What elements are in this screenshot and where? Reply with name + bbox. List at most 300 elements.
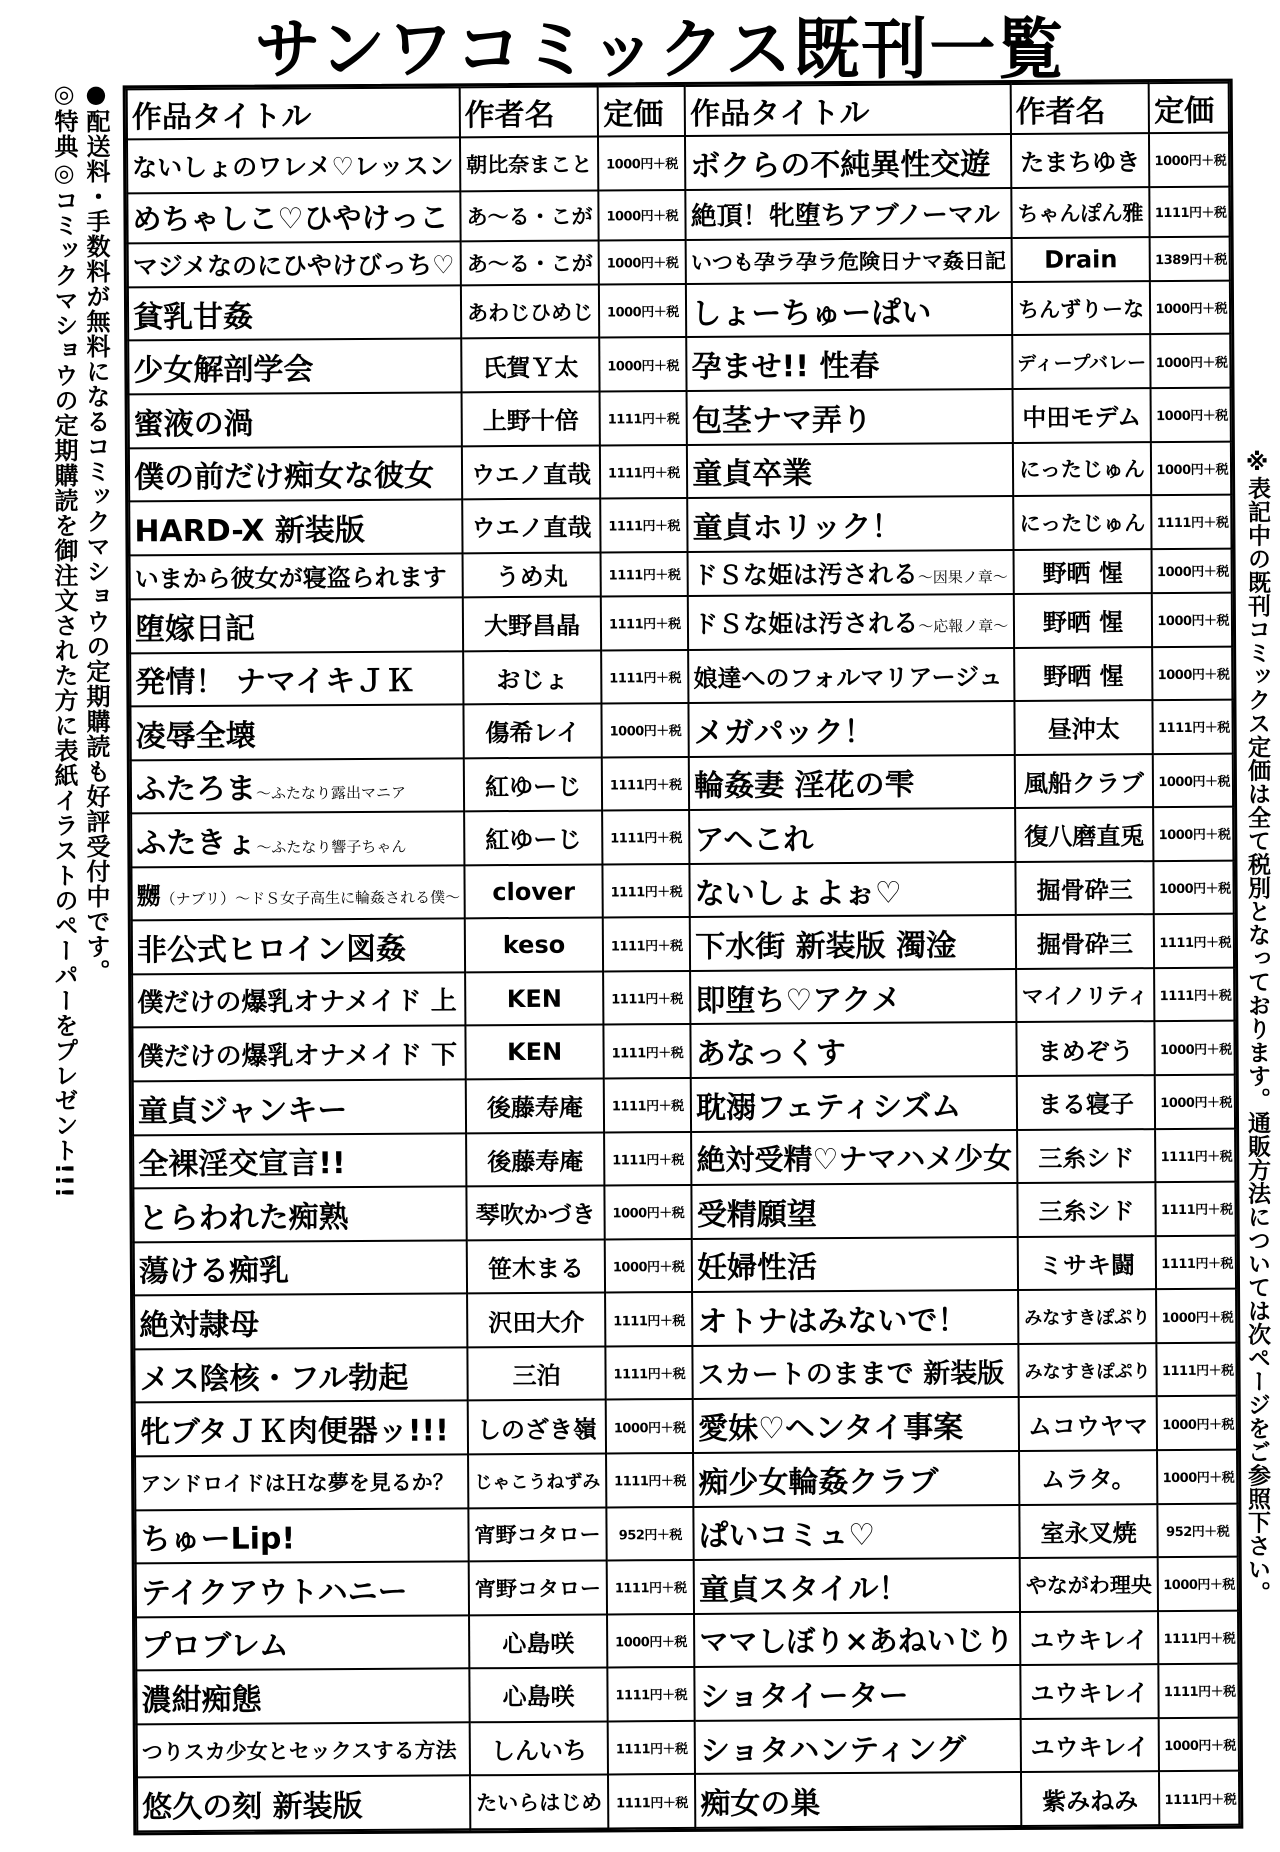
comic-price-right: 1111円＋税 — [1156, 1182, 1236, 1236]
comic-price-left: 1000円＋税 — [598, 136, 685, 190]
comic-author-right: ディープバレー — [1012, 335, 1151, 389]
comic-title-right — [685, 134, 1011, 190]
comic-author-right: 風船クラブ — [1015, 754, 1154, 808]
comic-price-left: 1000円＋税 — [600, 337, 687, 391]
comic-title-right — [693, 1397, 1019, 1453]
comic-title-right — [686, 282, 1012, 338]
comic-title-text: 受精願望 — [696, 1197, 817, 1233]
comic-title-text: テイクアウトハニー — [140, 1574, 408, 1612]
comic-title-text: いまから彼女が寝盗られます — [134, 563, 447, 594]
comic-author-right: ミサキ闘 — [1017, 1236, 1156, 1290]
comic-title-text: スカートのままで 新装版 — [697, 1358, 1005, 1392]
comic-author-right: 掘骨砕三 — [1015, 861, 1154, 915]
comic-price-left: 1111円＋税 — [608, 1721, 695, 1775]
comic-author-right: やながわ理央 — [1019, 1557, 1158, 1611]
comic-title-text: 貧乳甘姦 — [132, 299, 254, 336]
comic-title-text: ドＳな姫は汚される — [693, 608, 919, 639]
table-row — [135, 1396, 1237, 1456]
table-row — [132, 1021, 1234, 1081]
comic-author-left: keso — [465, 918, 604, 972]
table-row — [136, 1664, 1238, 1724]
comic-title-left — [127, 191, 460, 243]
comic-title-text: 童貞ジャンキー — [137, 1092, 348, 1130]
comic-title-text: 全裸淫交宣言!! — [138, 1146, 346, 1183]
table-row — [136, 1610, 1238, 1670]
comic-title-left — [128, 339, 461, 395]
comic-title-text: 下水街 新装版 濁淦 — [695, 928, 957, 966]
header-title-right: 作品タイトル — [685, 84, 1011, 136]
comic-author-right: まめぞう — [1016, 1022, 1155, 1076]
comic-price-left: 1111円＋税 — [605, 1292, 692, 1346]
comic-price-left: 1000円＋税 — [599, 190, 686, 241]
comic-author-left: 後藤寿庵 — [466, 1078, 605, 1132]
comic-price-right: 1000円＋税 — [1149, 133, 1229, 187]
comic-title-right — [690, 969, 1016, 1025]
comic-author-left: 三泊 — [467, 1346, 606, 1400]
table-row — [135, 1450, 1237, 1510]
table-row — [134, 1235, 1236, 1295]
comics-table — [126, 82, 1241, 1833]
comic-title-left — [134, 1240, 467, 1296]
comic-author-right: にったじゅん — [1013, 495, 1152, 549]
comic-price-left: 1111円＋税 — [600, 391, 687, 445]
comic-title-text: 絶対受精♡ナマハメ少女 — [696, 1140, 1013, 1177]
comic-author-left: 心島咲 — [469, 1614, 608, 1668]
comic-price-left: 1000円＋税 — [599, 284, 686, 338]
table-row — [130, 548, 1232, 599]
comic-price-right: 1000円＋税 — [1152, 646, 1232, 700]
comic-price-right: 1111円＋税 — [1152, 495, 1232, 549]
table-row — [127, 133, 1229, 193]
comic-price-right: 1111円＋税 — [1159, 1771, 1239, 1825]
comic-price-left: 1111円＋税 — [601, 552, 688, 597]
table-row — [130, 646, 1232, 706]
comic-author-left: しんいち — [469, 1721, 608, 1775]
comic-author-right: Drain — [1011, 237, 1150, 282]
comic-title-text: 耽溺フェティシズム — [696, 1089, 962, 1126]
table-row — [132, 914, 1234, 974]
table-row — [128, 236, 1230, 287]
comic-price-left: 1111円＋税 — [608, 1667, 695, 1721]
comic-title-text: ふたろま — [135, 772, 257, 808]
comic-title-text: 非公式ヒロイン図姦 — [136, 931, 407, 969]
comic-price-right: 1000円＋税 — [1155, 1021, 1235, 1075]
comic-title-text: 童貞ホリック！ — [692, 509, 902, 546]
comic-title-text: 輪姦妻 淫花の雫 — [694, 767, 915, 805]
comic-subtitle-text: ～ふたなり露出マニア — [255, 784, 407, 804]
comic-title-right — [688, 594, 1014, 650]
comic-author-right: ちんずりーな — [1012, 281, 1151, 335]
comic-title-left — [131, 812, 464, 868]
comic-author-left: 大野昌晶 — [463, 596, 602, 650]
comic-author-right: 野晒 惺 — [1014, 593, 1153, 647]
comic-author-left: おじょ — [463, 650, 602, 704]
comic-price-right: 1000円＋税 — [1153, 807, 1233, 861]
comic-author-right: ちゃんぽん雅 — [1011, 187, 1150, 238]
comic-author-left: うめ丸 — [462, 552, 601, 597]
comic-title-text: 包茎ナマ弄り — [691, 402, 873, 439]
comic-title-left — [133, 1079, 466, 1135]
comic-price-left: 1000円＋税 — [599, 240, 686, 285]
comic-author-left: しのざき嶺 — [467, 1400, 606, 1454]
comic-title-left — [135, 1401, 468, 1457]
comic-price-right: 1111円＋税 — [1150, 186, 1230, 237]
comics-list-table — [123, 79, 1244, 1836]
comic-title-left — [130, 704, 463, 760]
comic-price-right: 1111円＋税 — [1156, 1235, 1236, 1289]
comic-author-left: clover — [464, 864, 603, 918]
comic-title-text: 僕の前だけ痴女な彼女 — [133, 458, 435, 496]
comic-title-text: ぱいコミュ♡ — [698, 1518, 876, 1555]
comic-title-left — [136, 1615, 469, 1671]
comic-author-right: ユウキレイ — [1020, 1611, 1159, 1665]
page-title: サンワコミックス既刊一覧 — [254, 11, 1066, 88]
comic-author-left: じゃこうねずみ — [468, 1453, 607, 1507]
price-notice: ※表記中の既刊コミックス定価は全て税別となっております。通販方法については次ページをご参照下さい。 — [1244, 450, 1270, 1605]
comic-title-text: メガパック！ — [693, 714, 874, 751]
comic-price-right: 1000円＋税 — [1150, 281, 1230, 335]
table-row — [129, 495, 1231, 555]
comic-title-text: 痴女の巣 — [700, 1786, 821, 1823]
table-row — [132, 968, 1234, 1028]
comic-title-text: 嬲 — [136, 882, 161, 911]
comic-author-right: 中田モデム — [1012, 388, 1151, 442]
table-body — [127, 133, 1239, 1832]
comic-price-left: 1000円＋税 — [606, 1399, 693, 1453]
comic-price-right: 1111円＋税 — [1154, 968, 1234, 1022]
comic-title-text: 凌辱全壊 — [135, 718, 256, 755]
comic-title-right — [689, 808, 1015, 864]
comic-price-right: 1111円＋税 — [1155, 1128, 1235, 1182]
comic-title-text: あなっくす — [695, 1036, 846, 1073]
comic-title-left — [135, 1508, 468, 1564]
comic-title-text: プロブレム — [141, 1628, 289, 1665]
comic-title-left — [132, 972, 465, 1028]
comic-price-right: 1000円＋税 — [1159, 1717, 1239, 1771]
comic-title-text: つりスカ少女とセックスする方法 — [141, 1737, 457, 1764]
comic-title-text: いつも孕ラ孕ラ危険日ナマ姦日記 — [690, 248, 1007, 275]
comic-title-left — [131, 865, 464, 921]
comic-price-left: 1111円＋税 — [604, 1024, 691, 1078]
comic-title-right — [693, 1451, 1019, 1507]
comic-title-left — [129, 392, 462, 448]
comic-title-text: 悠久の刻 新装版 — [142, 1789, 363, 1826]
comic-price-right: 952円＋税 — [1158, 1503, 1238, 1557]
comic-title-right — [686, 238, 1012, 284]
comic-title-right — [694, 1504, 1020, 1560]
comic-title-text: 絶頂！牝堕ちアブノーマル — [690, 200, 1000, 233]
comic-title-text: マジメなのにひやけびっち♡ — [132, 250, 455, 282]
comic-price-left: 1000円＋税 — [607, 1614, 694, 1668]
comic-price-left: 1111円＋税 — [603, 810, 690, 864]
header-title-left: 作品タイトル — [127, 87, 460, 139]
comic-price-right: 1000円＋税 — [1152, 548, 1232, 593]
comic-price-left: 1111円＋税 — [604, 1078, 691, 1132]
table-row — [134, 1289, 1236, 1349]
comic-author-left: ウエノ直哉 — [462, 445, 601, 499]
comic-author-left: 宵野コタロー — [468, 1507, 607, 1561]
comic-price-left: 1111円＋税 — [602, 757, 689, 811]
comic-author-left: あわじひめじ — [461, 284, 600, 338]
table-row — [133, 1182, 1235, 1242]
comic-title-left — [134, 1294, 467, 1350]
comic-title-left — [137, 1776, 470, 1832]
header-price-right: 定価 — [1149, 83, 1229, 133]
comic-title-left — [131, 758, 464, 814]
comic-author-right: 昼沖太 — [1014, 700, 1153, 754]
comic-price-right: 1000円＋税 — [1156, 1289, 1236, 1343]
comic-subtitle-text: （ナブリ）～ドＳ女子高生に輪姦される僕～ — [160, 888, 461, 909]
comic-author-right: みなすきぽぷり — [1018, 1343, 1157, 1397]
comic-title-left — [133, 1186, 466, 1242]
bonus-notice: ◎特典◎コミックマショウの定期購読を御注文された方に表紙イラストのペーパーをプレゼント!!! — [50, 80, 78, 1199]
comic-title-right — [691, 1022, 1017, 1078]
comic-author-left: 氏賀Ｙ太 — [461, 338, 600, 392]
comic-title-text: 僕だけの爆乳オナメイド 下 — [137, 1040, 458, 1073]
comic-author-right: みなすきぽぷり — [1018, 1289, 1157, 1343]
table-row — [135, 1503, 1237, 1563]
comic-author-right: 野晒 惺 — [1014, 647, 1153, 701]
comic-title-right — [691, 1076, 1017, 1132]
subscription-notice: ●配送料・手数料が無料になるコミックマショウの定期購読も好評受付中です。 — [82, 80, 110, 984]
comic-price-right: 1000円＋税 — [1158, 1557, 1238, 1611]
comic-title-text: ショタハンティング — [699, 1731, 967, 1769]
comic-author-right: 紫みねみ — [1021, 1771, 1160, 1826]
comic-title-right — [695, 1719, 1021, 1775]
comic-author-left: 後藤寿庵 — [466, 1132, 605, 1186]
comic-price-left: 1111円＋税 — [604, 1132, 691, 1186]
comic-title-right — [687, 496, 1013, 552]
comic-title-text: ふたきょ — [136, 825, 257, 862]
table-row — [134, 1342, 1236, 1402]
comic-title-right — [688, 647, 1014, 703]
comic-title-right — [694, 1558, 1020, 1614]
comic-title-text: アヘこれ — [694, 822, 814, 858]
comic-title-left — [128, 285, 461, 341]
comic-author-right: 三糸シド — [1017, 1129, 1156, 1183]
comic-author-right: まる寝子 — [1016, 1075, 1155, 1129]
comic-title-right — [689, 701, 1015, 757]
comic-author-right: 室永叉焼 — [1019, 1504, 1158, 1558]
comic-author-right: ムコウヤマ — [1018, 1396, 1157, 1450]
comic-title-text: 蕩ける痴乳 — [138, 1253, 290, 1290]
comic-title-text: とらわれた痴熟 — [138, 1199, 349, 1237]
comic-title-right — [690, 862, 1016, 918]
table-row — [128, 334, 1230, 394]
comic-subtitle-text: ～応報ノ章～ — [918, 616, 1009, 636]
comic-author-right: 掘骨砕三 — [1015, 914, 1154, 968]
comic-price-left: 1000円＋税 — [602, 703, 689, 757]
comic-title-right — [689, 755, 1015, 811]
comic-price-right: 1111円＋税 — [1154, 914, 1234, 968]
comic-price-right: 1000円＋税 — [1151, 388, 1231, 442]
comic-title-left — [130, 651, 463, 707]
comic-title-text: アンドロイドはＨな夢を見るか？ — [140, 1470, 454, 1497]
comic-title-right — [695, 1665, 1021, 1721]
comic-title-right — [692, 1183, 1018, 1239]
comic-title-text: 娘達へのフォルマリアージュ — [693, 662, 1003, 693]
comic-author-left: 心島咲 — [469, 1668, 608, 1722]
comic-author-right: 三糸シド — [1017, 1182, 1156, 1236]
comic-title-text: 即堕ち♡アクメ — [695, 982, 902, 1019]
table-row — [130, 700, 1232, 760]
comic-title-text: 蜜液の渦 — [133, 406, 254, 443]
comic-price-right: 1000円＋税 — [1151, 441, 1231, 495]
comic-title-left — [130, 597, 463, 653]
table-row — [131, 753, 1233, 813]
comic-price-left: 1111円＋税 — [601, 498, 688, 552]
table-row — [129, 441, 1231, 501]
comic-title-right — [688, 550, 1014, 596]
comic-title-text: しょーちゅーぱい — [691, 295, 932, 332]
comic-title-text: 愛妹♡ヘンタイ事案 — [697, 1410, 964, 1448]
comic-title-text: 堕嫁日記 — [134, 611, 256, 648]
table-row — [137, 1771, 1239, 1831]
comic-title-text: 牝ブタＪＫ肉便器ッ!!! — [139, 1413, 449, 1451]
comic-title-text: 童貞スタイル！ — [698, 1571, 909, 1608]
comic-title-right — [693, 1344, 1019, 1400]
comic-price-right: 1389円＋税 — [1150, 236, 1230, 281]
comic-title-text: ないしょよぉ♡ — [694, 875, 902, 912]
comic-title-left — [130, 553, 463, 599]
comic-price-right: 1000円＋税 — [1152, 593, 1232, 647]
comic-price-right: 1000円＋税 — [1155, 1075, 1235, 1129]
comic-price-left: 1111円＋税 — [606, 1453, 693, 1507]
table-row — [128, 281, 1230, 341]
comic-title-right — [695, 1772, 1021, 1828]
comic-title-left — [136, 1669, 469, 1725]
comic-title-text: 僕だけの爆乳オナメイド 上 — [137, 986, 457, 1019]
comic-price-left: 1111円＋税 — [602, 649, 689, 703]
comic-price-right: 1111円＋税 — [1157, 1342, 1237, 1396]
header-price-left: 定価 — [598, 86, 685, 137]
comic-author-right: ユウキレイ — [1020, 1718, 1159, 1772]
comic-author-left: KEN — [465, 1025, 604, 1079]
comic-price-left: 1111円＋税 — [600, 445, 687, 499]
comic-author-left: 朝比奈まこと — [460, 137, 599, 191]
comic-title-left — [128, 241, 461, 287]
table-row — [131, 860, 1233, 920]
comic-author-right: 復八磨直兎 — [1015, 807, 1154, 861]
comic-author-left: 笹木まる — [466, 1239, 605, 1293]
comic-price-right: 1111円＋税 — [1153, 700, 1233, 754]
table-row — [133, 1075, 1235, 1135]
comic-title-text: 発情！ ナマイキＪＫ — [135, 663, 416, 701]
comic-author-left: 宵野コタロー — [468, 1561, 607, 1615]
comic-title-text: ないしょのワレメ♡レッスン — [132, 151, 454, 183]
comic-title-text: オトナはみないで！ — [697, 1303, 968, 1340]
comic-title-left — [132, 919, 465, 975]
comic-title-text: ママしぼり×あねいじり — [699, 1622, 1014, 1659]
comic-author-right: 野晒 惺 — [1013, 549, 1152, 594]
comic-author-left: 傷希レイ — [463, 704, 602, 758]
comic-title-right — [694, 1612, 1020, 1668]
comic-title-text: 濃紺痴態 — [141, 1682, 262, 1719]
comic-title-text: 少女解剖学会 — [133, 352, 314, 389]
comic-title-text: HARD-X 新装版 — [134, 512, 365, 550]
comic-author-left: 琴吹かづき — [466, 1186, 605, 1240]
table-row — [127, 186, 1229, 243]
comic-author-left: 上野十倍 — [461, 391, 600, 445]
comic-author-left: あ～る・こが — [460, 240, 599, 285]
comic-author-right: にったじゅん — [1013, 442, 1152, 496]
table-row — [130, 593, 1232, 653]
comic-price-right: 1000円＋税 — [1157, 1450, 1237, 1504]
comic-title-right — [691, 1130, 1017, 1186]
comic-title-left — [129, 446, 462, 502]
table-row — [131, 807, 1233, 867]
comic-price-right: 1000円＋税 — [1153, 753, 1233, 807]
comic-price-left: 1000円＋税 — [605, 1239, 692, 1293]
table-row — [133, 1128, 1235, 1188]
comic-title-left — [134, 1347, 467, 1403]
comic-title-text: めちゃしこ♡ひやけっこ — [132, 200, 449, 237]
comic-title-text: メス陰核・フル勃起 — [139, 1360, 409, 1397]
comic-price-right: 1000円＋税 — [1151, 334, 1231, 388]
comic-price-left: 1111円＋税 — [608, 1774, 695, 1828]
comic-price-right: 1111円＋税 — [1159, 1664, 1239, 1718]
comic-author-left: 沢田大介 — [467, 1293, 606, 1347]
comic-title-text: ドＳな姫は汚される — [692, 559, 918, 590]
comic-title-left — [137, 1722, 470, 1778]
comic-title-right — [692, 1290, 1018, 1346]
table-row — [136, 1557, 1238, 1617]
comic-price-right: 1111円＋税 — [1158, 1610, 1238, 1664]
comic-title-left — [132, 1026, 465, 1082]
comic-title-text: 孕ませ!! 性春 — [691, 349, 880, 386]
comic-author-left: 紅ゆーじ — [464, 811, 603, 865]
comic-title-right — [686, 188, 1012, 240]
comic-author-right: ムラタ。 — [1019, 1450, 1158, 1504]
comic-title-left — [127, 137, 460, 193]
comic-subtitle-text: ～因果ノ章～ — [917, 567, 1008, 587]
comic-title-left — [135, 1454, 468, 1510]
comic-author-left: 紅ゆーじ — [464, 757, 603, 811]
comic-author-left: KEN — [465, 971, 604, 1025]
comic-title-right — [690, 915, 1016, 971]
comic-author-left: あ～る・こが — [460, 190, 599, 241]
comic-title-text: ショタイーター — [699, 1678, 909, 1715]
comic-title-right — [692, 1237, 1018, 1293]
comic-author-left: たいらはじめ — [470, 1775, 609, 1830]
comic-author-right: マイノリティ — [1016, 968, 1155, 1022]
comic-title-text: ボクらの不純異性交遊 — [690, 146, 991, 184]
comic-title-left — [133, 1133, 466, 1189]
comic-title-text: 絶対隷母 — [139, 1307, 260, 1344]
table-row — [137, 1717, 1239, 1777]
comic-title-right — [687, 389, 1013, 445]
comic-price-left: 952円＋税 — [607, 1506, 694, 1560]
comic-price-left: 1111円＋税 — [601, 596, 688, 650]
comic-title-text: 痴少女輪姦クラブ — [698, 1464, 939, 1501]
header-author-right: 作者名 — [1010, 83, 1149, 134]
table-row — [129, 388, 1231, 448]
comic-author-left: ウエノ直哉 — [462, 499, 601, 553]
header-author-left: 作者名 — [459, 87, 598, 138]
comic-title-left — [136, 1561, 469, 1617]
comic-title-right — [686, 335, 1012, 391]
comic-author-right: ユウキレイ — [1020, 1664, 1159, 1718]
comic-title-text: 妊婦性活 — [697, 1250, 818, 1287]
comic-title-right — [687, 443, 1013, 499]
comic-price-left: 1111円＋税 — [603, 917, 690, 971]
comic-price-right: 1000円＋税 — [1154, 860, 1234, 914]
comic-title-left — [129, 499, 462, 555]
comic-subtitle-text: ～ふたなり響子ちゃん — [256, 837, 407, 857]
comic-price-left: 1111円＋税 — [603, 864, 690, 918]
comic-author-right: たまちゆき — [1011, 133, 1150, 187]
comic-price-left: 1000円＋税 — [605, 1185, 692, 1239]
